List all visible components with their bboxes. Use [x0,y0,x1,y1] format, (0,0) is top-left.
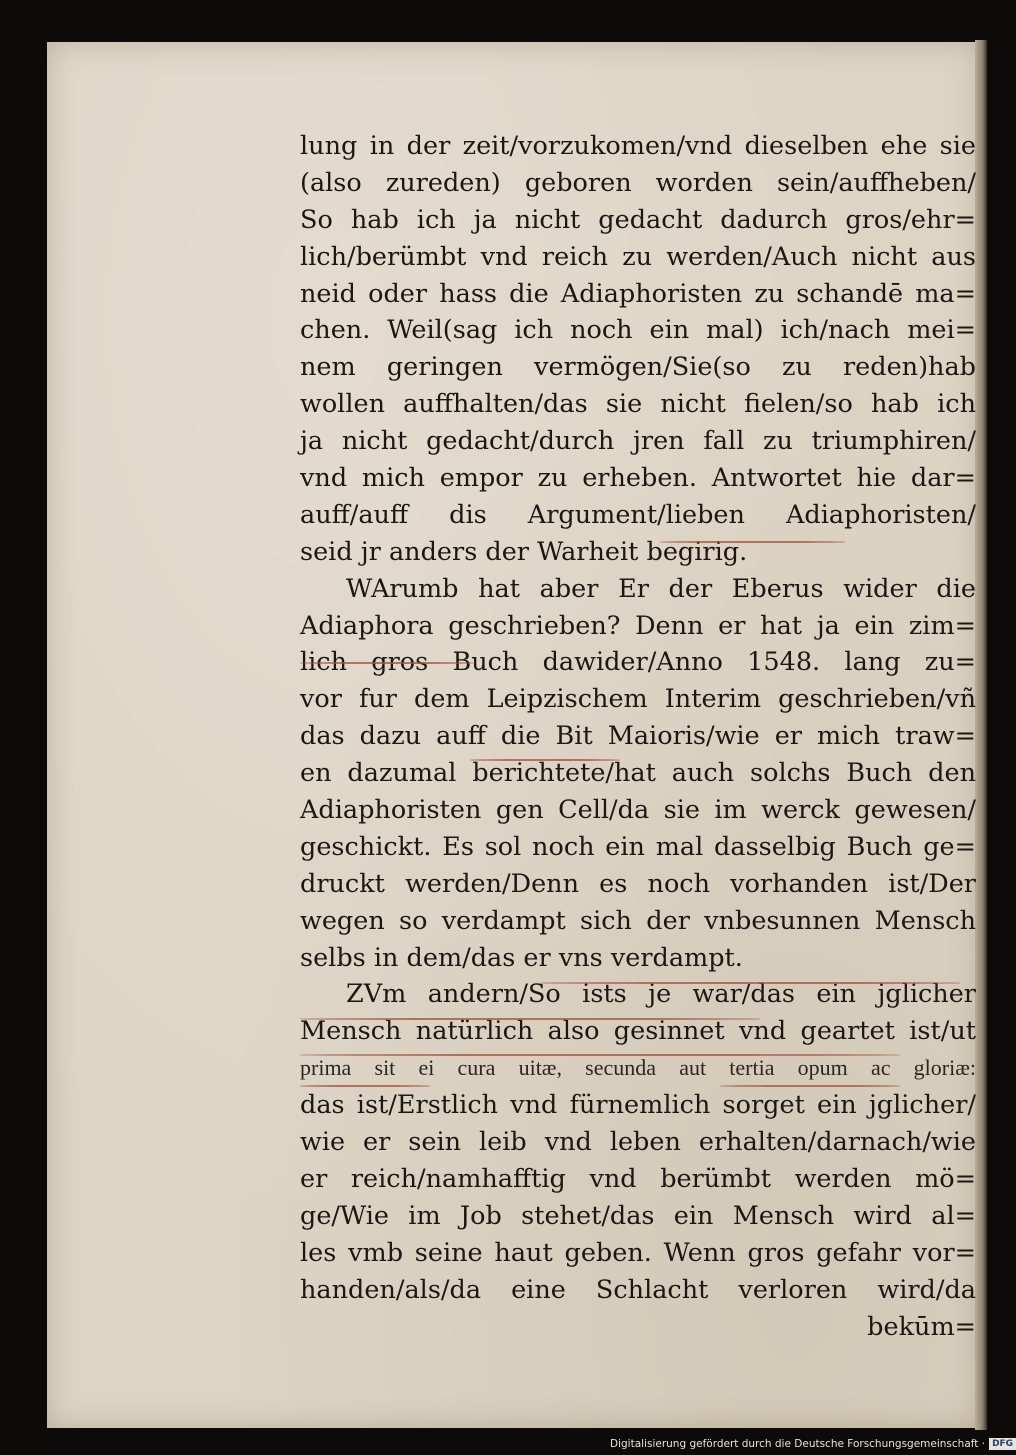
text-line: Adiaphora geschrieben? Denn er hat ja ein zim= [300,610,976,641]
text-line: Mensch natürlich also gesinnet vnd geartet ist/ut [300,1016,976,1047]
text-line: en dazumal berichtete/hat auch solchs Buch den [300,758,976,789]
text-line: ja nicht gedacht/durch jren fall zu triumphiren/ [300,426,976,457]
page-text-block [300,128,976,1345]
text-line: lung in der zeit/vorzukomen/vnd dieselben ehe sie [300,131,976,161]
text-line: chen. Weil(sag ich noch ein mal) ich/nach mei= [300,315,976,346]
text-line: les vmb seine haut geben. Wenn gros gefahr vor= [300,1237,976,1268]
latin-text-line: prima sit ei cura uitæ, secunda aut tertia opum ac gloriæ: [300,1055,976,1081]
text-line: er reich/namhafftig vnd berümbt werden mö= [300,1163,976,1194]
red-underline-mark [540,982,960,984]
text-line: neid oder hass die Adiaphoristen zu schandē ma= [300,278,976,309]
red-underline-mark [660,541,845,543]
text-line: lich/berümbt vnd reich zu werden/Auch nicht aus [300,241,976,272]
text-line: lich gros Buch dawider/Anno 1548. lang zu= [300,647,976,678]
credit-text: Digitalisierung gefördert durch die Deutsche Forschungsgemeinschaft · [610,1438,986,1450]
text-line: geschickt. Es sol noch ein mal dasselbig Buch ge= [300,831,976,862]
dfg-logo: DFG [989,1438,1016,1450]
text-line: vor fur dem Leipzischem Interim geschrieben/vñ [300,684,976,715]
text-line: nem geringen vermögen/Sie(so zu reden)hab [300,352,976,383]
red-underline-mark [300,662,475,664]
text-line: druckt werden/Denn es noch vorhanden ist/Der [300,868,976,899]
text-line: ge/Wie im Job stehet/das ein Mensch wird al= [300,1200,976,1231]
text-line: selbs in dem/das er vns verdampt. [300,942,743,973]
text-line: vnd mich empor zu erheben. Antwortet hie dar= [300,463,976,494]
red-underline-mark [720,1085,900,1087]
text-line: das dazu auff die Bit Maioris/wie er mich traw= [300,721,976,752]
text-line: Adiaphoristen gen Cell/da sie im werck gewesen/ [300,795,976,826]
text-line: wie er sein leib vnd leben erhalten/darnach/wie [300,1127,976,1158]
paragraph-start-line: WArumb hat aber Er der Eberus wider die [346,573,976,604]
text-line: wegen so verdampt sich der vnbesunnen Mensch [300,905,976,936]
text-line: auff/auff dis Argument/lieben Adiaphoristen/ [300,499,976,530]
red-underline-mark [300,1085,430,1087]
paragraph-start-line: ZVm andern/So ists je war/das ein jglicher [346,979,976,1010]
red-underline-mark [470,759,620,761]
text-line: handen/als/da eine Schlacht verloren wird/da [300,1274,976,1305]
text-line: (also zureden) geboren worden sein/auffheben/ [300,167,976,198]
red-underline-mark [300,1054,900,1056]
text-line: seid jr anders der Warheit begirig. [300,536,748,567]
red-underline-mark [300,1018,760,1020]
text-line: wollen auffhalten/das sie nicht fielen/so hab ich [300,389,976,420]
digitization-credit [610,1436,1014,1452]
text-line: das ist/Erstlich vnd fürnemlich sorget ein jglicher/ [300,1090,976,1121]
page-edge [975,40,987,1430]
catchword: bekūm= [867,1311,976,1342]
text-line: So hab ich ja nicht gedacht dadurch gros/ehr= [300,204,976,235]
